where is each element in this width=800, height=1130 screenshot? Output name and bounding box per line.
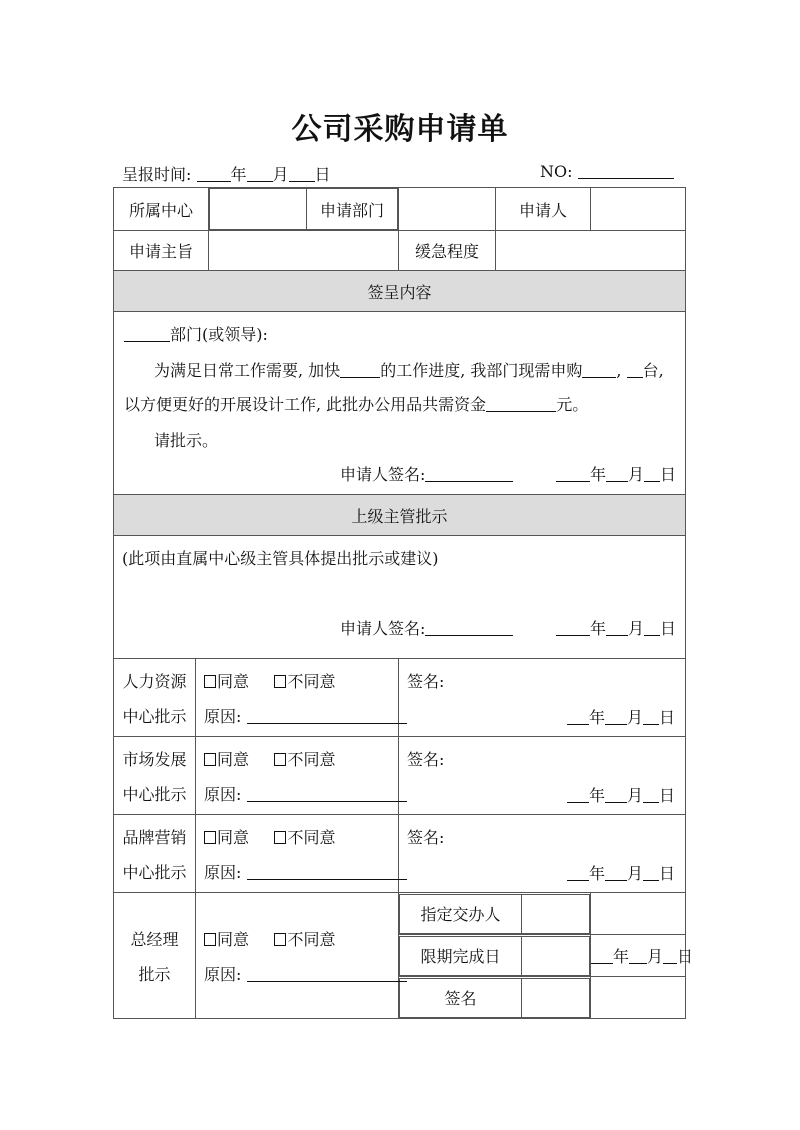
year-label: 年 (230, 165, 247, 184)
supervisor-note: (此项由直属中心级主管具体提出批示或建议) (122, 549, 439, 568)
supervisor-signature-line: 申请人签名: (340, 616, 513, 639)
section-petition-title: 签呈内容 (114, 271, 686, 312)
project-blank[interactable] (340, 361, 380, 378)
purpose-label: 申请主旨 (114, 231, 209, 271)
quantity-blank[interactable] (627, 361, 643, 378)
assignee-field[interactable] (522, 894, 590, 933)
disagree-checkbox[interactable] (274, 753, 286, 766)
agree-checkbox[interactable] (204, 675, 216, 688)
supervisor-content (114, 536, 686, 659)
submit-date-line (122, 162, 331, 185)
petition-date-line: 年 月 日 (556, 462, 676, 485)
reason-blank[interactable] (247, 707, 407, 724)
apply-dept-field[interactable] (399, 188, 496, 231)
urgency-field[interactable] (496, 231, 686, 271)
request-text: 请批示。 (154, 431, 219, 450)
apply-dept-label: 申请部门 (307, 189, 398, 230)
gm-sign-label: 签名 (399, 977, 591, 1019)
approval-dept-label: 人力资源 中心批示 (114, 659, 196, 737)
applicant-label: 申请人 (496, 188, 591, 231)
petition-content (114, 312, 686, 495)
supervisor-date-line: 年 月 日 (556, 616, 676, 639)
approval-dept-label: 品牌营销 中心批示 (114, 815, 196, 893)
approval-options: 同意 不同意 原因: (196, 659, 399, 737)
approval-row-brand (114, 815, 686, 893)
amount-blank[interactable] (486, 395, 556, 412)
day-label: 日 (314, 165, 331, 184)
dept-center-label: 所属中心 (114, 188, 209, 231)
approval-sign-cell: 签名: 年 月 日 (399, 815, 686, 893)
number-line (540, 162, 674, 181)
applicant-signature-line: 申请人签名: (340, 462, 513, 485)
agree-checkbox[interactable] (204, 933, 216, 946)
number-label: NO: (540, 162, 573, 181)
reason-blank[interactable] (247, 785, 407, 802)
addressee-line (124, 322, 268, 345)
month-label: 月 (272, 165, 289, 184)
approval-dept-label: 市场发展 中心批示 (114, 737, 196, 815)
applicant-field[interactable] (591, 188, 686, 231)
disagree-checkbox[interactable] (274, 831, 286, 844)
month-blank[interactable] (247, 165, 273, 182)
urgency-label: 缓急程度 (399, 231, 496, 271)
petition-line-2: 以方便更好的开展设计工作, 此批办公用品共需资金 元。 (124, 395, 589, 414)
gm-sign-field[interactable] (591, 977, 686, 1019)
addressee-text: 部门(或领导): (170, 325, 268, 344)
agree-checkbox[interactable] (204, 753, 216, 766)
approval-sign-cell: 签名: 年 月 日 (399, 659, 686, 737)
agree-checkbox[interactable] (204, 831, 216, 844)
reason-blank[interactable] (247, 863, 407, 880)
assignee-label: 指定交办人 (399, 893, 591, 935)
dept-center-field[interactable] (209, 188, 399, 231)
gm-options: 同意 不同意 原因: (196, 893, 399, 1019)
section-supervisor-title: 上级主管批示 (114, 495, 686, 536)
approval-sign-cell: 签名: 年 月 日 (399, 737, 686, 815)
approval-row-hr (114, 659, 686, 737)
item-blank[interactable] (582, 361, 616, 378)
supervisor-signature-blank[interactable] (425, 619, 513, 636)
deadline-label: 限期完成日 (399, 935, 591, 977)
gm-row (114, 893, 686, 935)
petition-line-1: 为满足日常工作需要, 加快 的工作进度, 我部门现需申购 , 台, (154, 361, 664, 380)
assignee-field-ext[interactable] (591, 893, 686, 935)
day-blank[interactable] (289, 165, 315, 182)
approval-options: 同意 不同意 原因: (196, 737, 399, 815)
applicant-signature-blank[interactable] (425, 465, 513, 482)
approval-options: 同意 不同意 原因: (196, 815, 399, 893)
submit-date-label: 呈报时间: (122, 165, 192, 184)
addressee-blank[interactable] (124, 325, 170, 342)
deadline-date[interactable]: 年 月 日 (591, 935, 686, 977)
disagree-checkbox[interactable] (274, 933, 286, 946)
reason-blank[interactable] (247, 965, 407, 982)
page-title: 公司采购申请单 (291, 112, 509, 147)
approval-row-market (114, 737, 686, 815)
gm-label: 总经理 批示 (114, 893, 196, 1019)
disagree-checkbox[interactable] (274, 675, 286, 688)
number-blank[interactable] (578, 162, 674, 179)
purchase-form (113, 187, 694, 1019)
purpose-field[interactable] (209, 231, 399, 271)
year-blank[interactable] (197, 165, 231, 182)
